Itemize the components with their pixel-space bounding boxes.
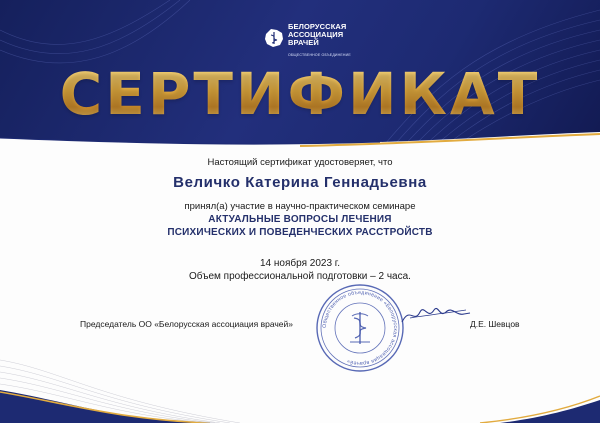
- training-volume: Объем профессиональной подготовки – 2 часа.: [189, 271, 411, 282]
- logo-text-line3: ВРАЧЕЙ: [288, 38, 319, 47]
- signer-name: Д.Е. Шевцов: [470, 319, 520, 329]
- seal-text: Общественное объединение «Белорусская ассоциация врачей»: [321, 289, 399, 367]
- logo-text-line2: АССОЦИАЦИЯ: [288, 30, 344, 39]
- bottom-wave-pattern: [0, 330, 600, 423]
- seminar-title: [0, 213, 600, 239]
- seminar-title-line2: ПСИХИЧЕСКИХ И ПОВЕДЕНЧЕСКИХ РАССТРОЙСТВ: [167, 227, 433, 238]
- chair-label: Председатель ОО «Белорусская ассоциация врачей»: [80, 319, 294, 329]
- certificate-header: [0, 0, 600, 150]
- seminar-date: 14 ноября 2023 г.: [260, 258, 340, 269]
- recipient-name: Величко Катерина Геннадьевна: [173, 174, 427, 191]
- signature-mark: [400, 298, 472, 330]
- certifies-text: Настоящий сертификат удостоверяет, что: [207, 157, 393, 168]
- header-gold-edge: [0, 132, 600, 156]
- seminar-title-line1: АКТУАЛЬНЫЕ ВОПРОСЫ ЛЕЧЕНИЯ: [208, 214, 392, 225]
- participation-text: принял(а) участие в научно-практическом семинаре: [184, 201, 416, 212]
- logo-subtitle: ОБЩЕСТВЕННОЕ ОБЪЕДИНЕНИЕ: [288, 53, 351, 57]
- certificate-title: СЕРТИФИКАТ: [0, 62, 600, 126]
- logo-text-line1: БЕЛОРУССКАЯ: [288, 22, 347, 31]
- belarus-map-caduceus-icon: [262, 26, 286, 50]
